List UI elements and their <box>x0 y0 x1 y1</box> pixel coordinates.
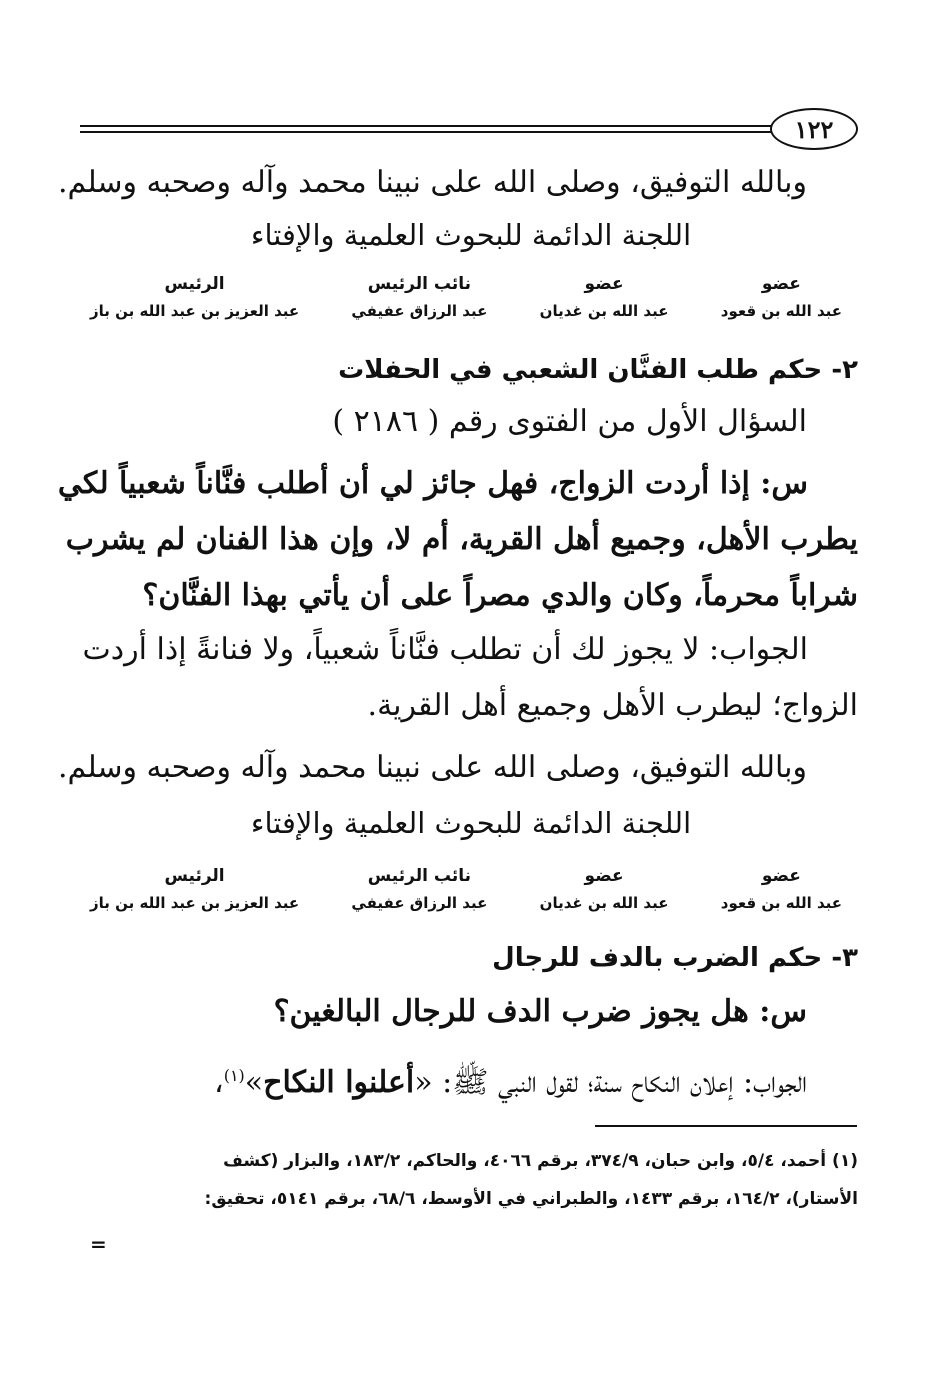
signatory-name: عبد العزيز بن عبد الله بن باز <box>90 302 300 320</box>
question-line: س: إذا أردت الزواج، فهل جائز لي أن أطلب فنَّاناً شعبياً لكي <box>57 466 808 501</box>
signatory-name: عبد العزيز بن عبد الله بن باز <box>90 894 300 912</box>
signatory <box>351 270 487 324</box>
section-heading-2: ٢- حكم طلب الفنَّان الشعبي في الحفلات <box>338 355 858 385</box>
signatory-role: الرئيس <box>164 866 225 886</box>
signatory-role: نائب الرئيس <box>367 866 471 886</box>
signatory <box>721 862 842 916</box>
signatory-name: عبد الله بن غديان <box>539 894 669 912</box>
signatory-role: عضو <box>584 274 624 294</box>
footnote-line: (١) أحمد، ٥/٤، وابن حبان، ٣٧٤/٩، برقم ٤٠٦٦، والحاكم، ١٨٣/٢، والبزار (كشف <box>223 1151 858 1171</box>
answer-prefix: الجواب: إعلان النكاح سنة؛ لقول النبي ﷺ: « <box>414 1065 807 1100</box>
answer-suffix: » <box>244 1065 264 1100</box>
footnote-mark: (١) <box>223 1066 245 1085</box>
question-3: س: هل يجوز ضرب الدف للرجال البالغين؟ <box>273 994 807 1029</box>
signatory <box>90 270 299 324</box>
section-heading-3: ٣- حكم الضرب بالدف للرجال <box>492 943 858 973</box>
signatory <box>90 862 299 916</box>
signatory-role: نائب الرئيس <box>367 274 471 294</box>
signatory <box>540 862 669 916</box>
question-line: شراباً محرماً، وكان والدي مصراً على أن يأتي بهذا الفنَّان؟ <box>142 578 858 613</box>
signatory-role: عضو <box>761 866 801 886</box>
signatory-name: عبد الرزاق عفيفي <box>351 302 488 320</box>
footnote-line: الأستار)، ١٦٤/٢، برقم ١٤٣٣، والطبراني في الأوسط، ٦٨/٦، برقم ٥١٤١، تحقيق: <box>204 1189 858 1209</box>
signatory-role: عضو <box>761 274 801 294</box>
signatory-role: عضو <box>584 866 624 886</box>
question-line: يطرب الأهل، وجميع أهل القرية، أم لا، وإن هذا الفنان لم يشرب <box>65 522 858 557</box>
footnote <box>84 1142 858 1218</box>
signatory <box>721 270 842 324</box>
signatory-role: الرئيس <box>164 274 225 294</box>
answer-3 <box>84 1048 807 1111</box>
question-2 <box>57 456 858 624</box>
header-rule-bottom <box>80 131 780 133</box>
answer-2 <box>84 622 858 734</box>
fatwa-reference: السؤال الأول من الفتوى رقم ( ٢١٨٦ ) <box>332 404 807 439</box>
signatory-name: عبد الله بن قعود <box>720 302 842 320</box>
signatory-name: عبد الرزاق عفيفي <box>351 894 488 912</box>
closing-line-2: وبالله التوفيق، وصلى الله على نبينا محمد وآله وصحبه وسلم. <box>57 750 807 785</box>
signatory-name: عبد الله بن غديان <box>539 302 669 320</box>
hadith-quote: أعلنوا النكاح <box>263 1065 415 1100</box>
signatories-2 <box>90 862 842 916</box>
answer-end: ، <box>214 1065 224 1100</box>
committee-name-2: اللجنة الدائمة للبحوث العلمية والإفتاء <box>250 806 692 840</box>
page-number: ١٢٢ <box>770 108 858 150</box>
closing-line-1: وبالله التوفيق، وصلى الله على نبينا محمد وآله وصحبه وسلم. <box>57 165 807 200</box>
header-rule-top <box>80 125 780 127</box>
answer-line: الزواج؛ ليطرب الأهل وجميع أهل القرية. <box>367 688 858 723</box>
signatories-1 <box>90 270 842 324</box>
footnote-separator <box>595 1125 857 1127</box>
committee-name-1: اللجنة الدائمة للبحوث العلمية والإفتاء <box>250 218 692 252</box>
signatory <box>540 270 669 324</box>
signatory-name: عبد الله بن قعود <box>720 894 842 912</box>
footnote-continuation: = <box>90 1232 107 1256</box>
signatory <box>351 862 487 916</box>
answer-line: الجواب: لا يجوز لك أن تطلب فنَّاناً شعبياً، ولا فنانةً إذا أردت <box>82 632 808 667</box>
